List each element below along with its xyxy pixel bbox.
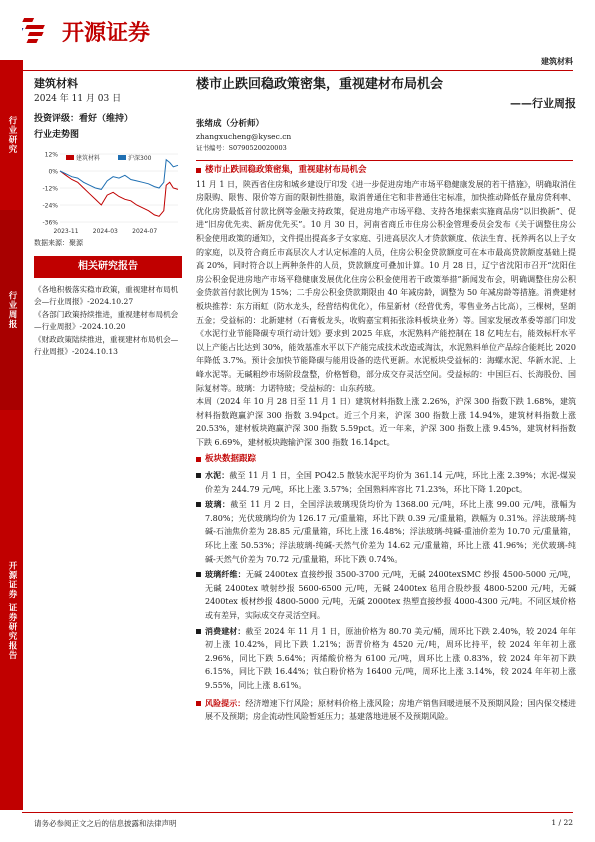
related-report-item[interactable]: 《财政政策陆续推进，重视建材布局机会—行业周报》-2024.10.13 [34,335,179,356]
series-line [60,160,178,190]
related-report-item[interactable]: 《各地积极落实稳市政策，重视建材布局机会—行业周报》-2024.10.27 [34,285,179,306]
header-rule [22,70,573,71]
section2-heading: 板块数据跟踪 [196,453,576,467]
investment-rating: 投资评级：看好（维持） [34,114,134,124]
report-date: 2024 年 11 月 03 日 [34,94,122,104]
report-subtitle: ——行业周报 [510,97,576,110]
left-column [34,76,182,359]
data-item-fiberglass: 玻璃纤维：无碱 2400tex 直接纱报 3500-3700 元/吨，无碱 2400texSMC 纱报 4500-5000 元/吨，无碱 2400tex 喷射纱报 5600-6500 元/吨，无碱 2400tex 毡用合股纱报 4800-5200 元/吨，无碱 2400tex 板材纱报 4800-5000 元/吨，无碱 2000tex 热塑直接纱报 4000-4300 元/吨。不同区域价格或有差异，实际成交存灵活空间。 [196,568,576,622]
title-rule [196,160,573,161]
side-band-weekly: 行业周报 [0,210,23,410]
y-tick-label: 12% [44,151,58,159]
red-square-icon [196,701,201,706]
y-tick-label: 0% [48,168,58,176]
brand-name: 开源证券 [62,21,151,46]
report-title: 楼市止跌回稳政策密集，重视建材布局机会 [196,77,444,92]
legend-label: 沪深300 [128,155,152,162]
logo [22,12,222,46]
related-report-item[interactable]: 《各部门政策持续推进，重视建材布局机会—行业周报》-2024.10.20 [34,310,179,331]
section1-heading: 楼市止跌回稳政策密集，重视建材布局机会 [196,164,576,178]
data-item-cement: 水泥：截至 11 月 1 日，全国 PO42.5 散装水泥平均价为 361.14 元/吨，环比上涨 2.39%；水泥-煤炭价差为 244.79 元/吨，环比上涨 3.57%；全国熟料库容比 71.23%，环比下降 1.20pct。 [196,469,576,496]
bullet-icon [196,473,201,478]
legend-swatch [66,155,74,160]
trend-chart [34,146,182,236]
legend-swatch [118,155,126,160]
analyst-name: 张绪成（分析师） [196,119,265,129]
y-tick-label: -12% [42,185,58,193]
title-block [196,76,576,154]
data-item-glass: 玻璃：截至 11 月 2 日，全国浮法玻璃现货均价为 1368.00 元/吨，环比上涨 99.00 元/吨，涨幅为 7.80%；光伏玻璃均价为 126.17 元/重量箱，环比下跌 0.39 元/重量箱，跌幅为 0.31%。浮法玻璃-纯碱-石油焦价差为 28.85 元/重量箱，环比上涨 16.48%；浮法玻璃-纯碱-重油价差为 10.70 元/重量箱，环比上涨 50.53%；浮法玻璃-纯碱-天然气价差为 14.62 元/重量箱，环比上涨 41.96%；光伏玻璃-纯碱-天然气价差为 70.72 元/重量箱，环比下跌 0.74%。 [196,498,576,566]
section1-paragraph: 本周（2024 年 10 月 28 日至 11 月 1 日）建筑材料指数上涨 2.26%，沪深 300 指数下跌 1.68%，建筑材料指数跑赢沪深 300 指数 3.94pct。近三个月来，沪深 300 指数上涨 14.94%，建筑材料指数上涨 20.53%，建材板块跑赢沪深 300 指数 5.59pct。近一年来，沪深 300 指数上涨 9.45%，建筑材料指数下跌 6.69%，建材板块跑输沪深 300 指数 16.14pct。 [196,397,576,447]
red-square-icon [196,457,201,462]
trend-title: 行业走势图 [34,130,80,140]
footer-disclaimer: 请务必参阅正文之后的信息披露和法律声明 [34,819,177,828]
x-tick-label: 2024-07 [132,228,158,235]
main-body [196,164,576,724]
data-item-consumer-materials: 消费建材：截至 2024 年 11 月 1 日，原油价格为 80.70 美元/桶，周环比下跌 2.40%，较 2024 年年初上涨 10.42%，同比下跌 1.21%；沥青价格为 4520 元/吨，周环比持平，较 2024 年年初上涨 2.96%，同比下跌 5.64%；丙烯酸价格为 6100 元/吨，周环比上涨 0.83%，较 2024 年年初下跌 6.15%，同比下跌 16.44%；钛白粉价格为 16400 元/吨，周环比上涨 3.14%，较 2024 年年初上涨 9.55%，同比上涨 8.61%。 [196,625,576,693]
related-reports-header: 相关研究报告 [34,256,182,278]
x-tick-label: 2024-03 [92,228,118,235]
legend-label: 建筑材料 [76,155,101,162]
bullet-icon [196,629,201,634]
analyst-cert: 证书编号：S0790520020003 [196,144,287,152]
footer-rule [22,812,573,813]
side-band-report: 开源证券 证券研究报告 [0,410,23,810]
section1-paragraph: 11 月 1 日，陕西省住房和城乡建设厅印发《进一步促进房地产市场平稳健康发展的若干措施》，明确取消住房限购、限售、限价等方面的限制性措施，取消普通住宅和非普通住宅标准，加快推动降低存量房贷利率、优化房贷最低首付款比例等金融支持政策，促进房地产市场平稳、支持各地探索实施商品房“以旧换新”、促进“旧房优先卖、新房优先买”。10 月 30 日，河南省商丘市住房公积金管理委员会发布《关于调整住房公积金使用政策的通知》，文件提出提高多子女家庭、引进高层次人才贷款额度、依法生育、抚养两名以上子女的家庭，以及符合商丘市高层次人才认定标准的人员，住房公积金贷款额度可在本市最高贷款额度基础上提高 20%，同时符合以上两种条件的人员，贷款额度可叠加计算。10 月 28 日，辽宁省沈阳市召开“沈阳住房公积金促进房地产市场平稳健康发展优化住房公积金使用若干政策举措”新闻发布会，明确调整住房公积金贷款首付款比例为 15%；二手房公积金贷款期限由 40 年减房龄，调整为 50 年减房龄等措施。消费建材板块推荐：东方雨虹（防水龙头，经营结构优化），伟星新材（经营优秀，零售业务占比高），三棵树，坚朗五金；受益标的：北新建材（石膏板龙头，收购嘉宝莉拓张涂料板块业务）等。国家发展改革委等部门印发《水泥行业节能降碳专项行动计划》要求到 2025 年底，水泥熟料产能控制在 18 亿吨左右，能效标杆水平以上产能占比达到 30%，能效基准水平以下产能完成技术改造或淘汰，水泥熟料单位产品综合能耗比 2020 年降低 3.7%。预计会加快节能降碳与能用设备的迭代更新。水泥板块受益标的：海螺水泥、华新水泥、上峰水泥等。无碱粗纱市场阶段盘整，价格暂稳，部分成交存灵活空间。受益标的：中国巨石、长海股份、国际复材等。玻璃：力诺特玻；受益标的：山东药玻。 [196,179,576,393]
analyst-email[interactable]: zhangxucheng@kysec.cn [196,132,292,141]
side-band [0,60,23,810]
side-band-research: 行业研究 [0,60,23,210]
risk-warning: 风险提示：经济增速下行风险；原材料价格上涨风险；房地产销售回暖进展不及预期风险；国内保交楼进展不及预期；房企流动性风险暂延压力；基建落地进展不及预期风险。 [196,697,576,724]
footer-page-number: 1 / 22 [551,818,573,827]
bullet-icon [196,572,201,577]
x-tick-label: 2023-11 [53,228,79,235]
bullet-icon [196,502,201,507]
sector-name: 建筑材料 [34,77,78,90]
y-tick-label: -24% [42,202,58,210]
y-tick-label: -36% [42,219,58,227]
header-sector-tag: 建筑材料 [541,57,573,66]
brand-logo-icon [22,14,58,46]
chart-source: 数据来源：聚源 [34,239,83,247]
related-reports-list [34,284,182,357]
red-square-icon [196,168,201,173]
